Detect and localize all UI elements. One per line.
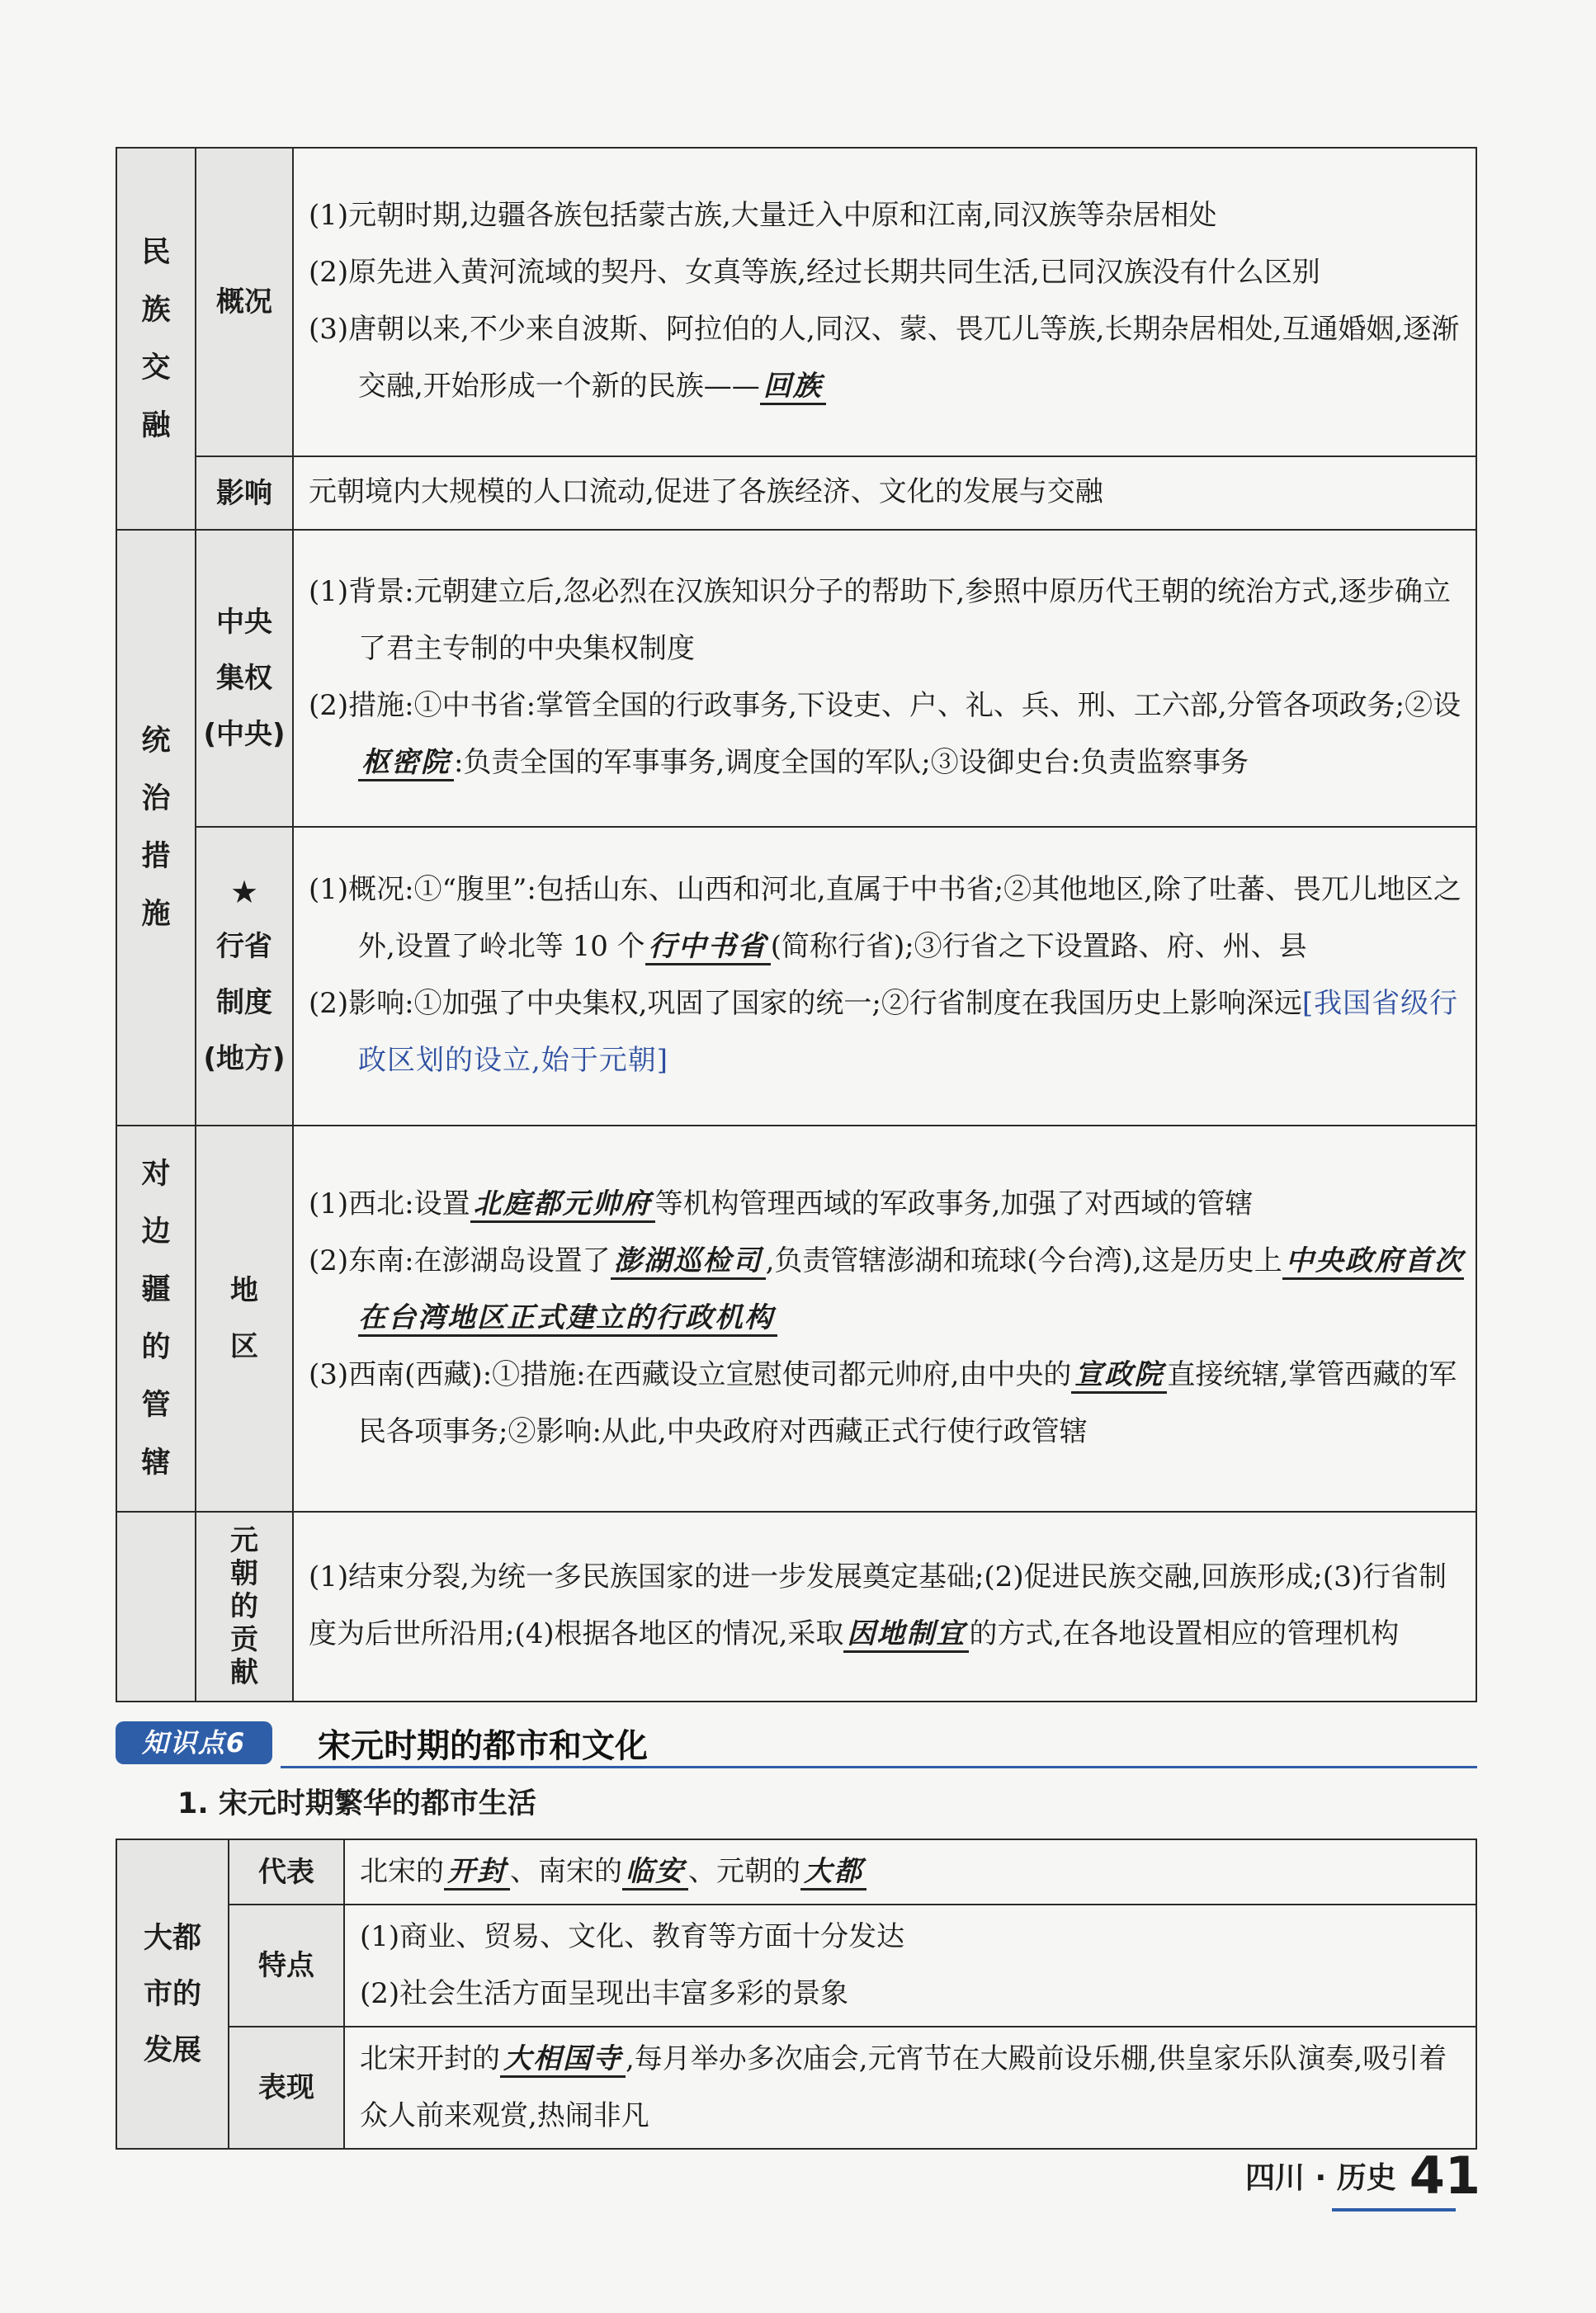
table-row [116, 1839, 1476, 1905]
empty-cell [116, 1512, 196, 1702]
table-row [116, 1126, 1476, 1512]
table-row [116, 827, 1476, 1126]
star-icon: ★ [229, 874, 259, 910]
sub-gaikuang: 概况 [196, 148, 293, 456]
category-minzu-jiaorong: 民 族 交 融 [116, 148, 196, 530]
tedian-content: (1)商业、贸易、文化、教育等方面十分发达 (2)社会生活方面呈现出丰富多彩的景象 [344, 1905, 1476, 2027]
term-huizu: 回族 [760, 370, 826, 405]
category-tongzhi-cuoshi: 统 治 措 施 [116, 530, 196, 1126]
term-penghu-xunjiansi: 澎湖巡检司 [611, 1244, 766, 1280]
sub-xingsheng-zhidu: ★ 行省 制度 (地方) [196, 827, 293, 1126]
title-underline [281, 1766, 1477, 1768]
page-number: 41 [1409, 2145, 1480, 2206]
yingxiang-content: 元朝境内大规模的人口流动,促进了各族经济、文化的发展与交融 [293, 456, 1476, 530]
term-beiting: 北庭都元帅府 [470, 1187, 655, 1223]
page-footer [1245, 2145, 1480, 2206]
footer-underline [1332, 2208, 1456, 2212]
term-xuanzhengyuan: 宣政院 [1071, 1358, 1167, 1394]
term-xingzhongshusheng: 行中书省 [645, 930, 771, 965]
table-row [116, 530, 1476, 827]
sub-daibiao: 代表 [229, 1839, 344, 1905]
term-shumiyuan: 枢密院 [358, 746, 454, 781]
table-row [116, 456, 1476, 530]
bianjiang-content: (1)西北:设置 北庭都元帅府 等机构管理西域的军政事务,加强了对西域的管辖 (2)东南:在澎湖岛设置了 澎湖巡检司 ,负责管辖澎湖和琉球(今台湾),这是历史上 中央政府首次在台湾地区正式建立的行政机构 (3)西南(西藏):①措施:在西藏设立宣慰使司都元帅府,由中央的 宣政院 直接统辖,掌管西藏的军民各项事务;②影响:从此,中央政府对西藏正式行使行政管辖 [293, 1126, 1476, 1512]
term-daxiangguosi: 大相国寺 [500, 2042, 626, 2078]
sub-biaoxian: 表现 [229, 2027, 344, 2149]
term-linan: 临安 [622, 1855, 688, 1891]
table-row [116, 1905, 1476, 2027]
table-row [116, 148, 1476, 456]
knowledge-point-title: 宋元时期的都市和文化 [318, 1727, 648, 1765]
term-yindi-zhiyi: 因地制宜 [843, 1617, 969, 1653]
gaikuang-content: (1)元朝时期,边疆各族包括蒙古族,大量迁入中原和江南,同汉族等杂居相处 (2)原先进入黄河流域的契丹、女真等族,经过长期共同生活,已同汉族没有什么区别 (3)唐朝以来,不少来自波斯、阿拉伯的人,同汉、蒙、畏兀儿等族,长期杂居相处,互通婚姻,逐渐交融,开始形成一个新的民族—— 回族 [293, 148, 1476, 456]
xingsheng-content: (1)概况:①“腹里”:包括山东、山西和河北,直属于中书省;②其他地区,除了吐蕃、畏兀儿地区之外,设置了岭北等 10 个 行中书省 (简称行省);③行省之下设置路、府、州、县 (2)影响:①加强了中央集权,巩固了国家的统一;②行省制度在我国历史上影响深远[我国省级行政区划的设立,始于元朝] [293, 827, 1476, 1126]
sub-yuanchao-gongxian: 元 朝 的 贡 献 [196, 1512, 293, 1702]
yuan-governance-table [116, 147, 1477, 1702]
category-bianjiang-guanxia: 对 边 疆 的 管 辖 [116, 1126, 196, 1512]
table-row [116, 1512, 1476, 1702]
sub-zhongyang-jiquan: 中央 集权 (中央) [196, 530, 293, 827]
category-dadushi-fazhan: 大都 市的 发展 [116, 1839, 229, 2149]
footer-label: 四川 · 历史 [1244, 2161, 1396, 2195]
sub-tedian: 特点 [229, 1905, 344, 2027]
sub-diqu: 地 区 [196, 1126, 293, 1512]
knowledge-point-badge: 知识点6 [116, 1721, 272, 1764]
daibiao-content: 北宋的 开封 、南宋的 临安 、元朝的 大都 [344, 1839, 1476, 1905]
section-heading: 1. 宋元时期繁华的都市生活 [177, 1787, 536, 1820]
city-life-table [116, 1839, 1477, 2150]
blue-note: [我国省级行政区划的设立,始于元朝] [358, 987, 1459, 1077]
gongxian-content: (1)结束分裂,为统一多民族国家的进一步发展奠定基础;(2)促进民族交融,回族形成;(3)行省制度为后世所沿用;(4)根据各地区的情况,采取 因地制宜 的方式,在各地设置相应的管理机构 [293, 1512, 1476, 1702]
term-dadu: 大都 [800, 1855, 866, 1891]
sub-yingxiang: 影响 [196, 456, 293, 530]
zhongyang-content: (1)背景:元朝建立后,忽必烈在汉族知识分子的帮助下,参照中原历代王朝的统治方式,逐步确立了君主专制的中央集权制度 (2)措施:①中书省:掌管全国的行政事务,下设吏、户、礼、兵、刑、工六部,分管各项政务;②设枢密院 :负责全国的军事事务,调度全国的军队;③设御史台:负责监察事务 [293, 530, 1476, 827]
knowledge-point-header [116, 1716, 1477, 1774]
term-kaifeng: 开封 [444, 1855, 510, 1891]
table-row [116, 2027, 1476, 2149]
term-taiwan-first: 中央政府首次在台湾地区正式建立的行政机构 [358, 1244, 1464, 1337]
biaoxian-content: 北宋开封的 大相国寺 ,每月举办多次庙会,元宵节在大殿前设乐棚,供皇家乐队演奏,吸引着众人前来观赏,热闹非凡 [344, 2027, 1476, 2149]
